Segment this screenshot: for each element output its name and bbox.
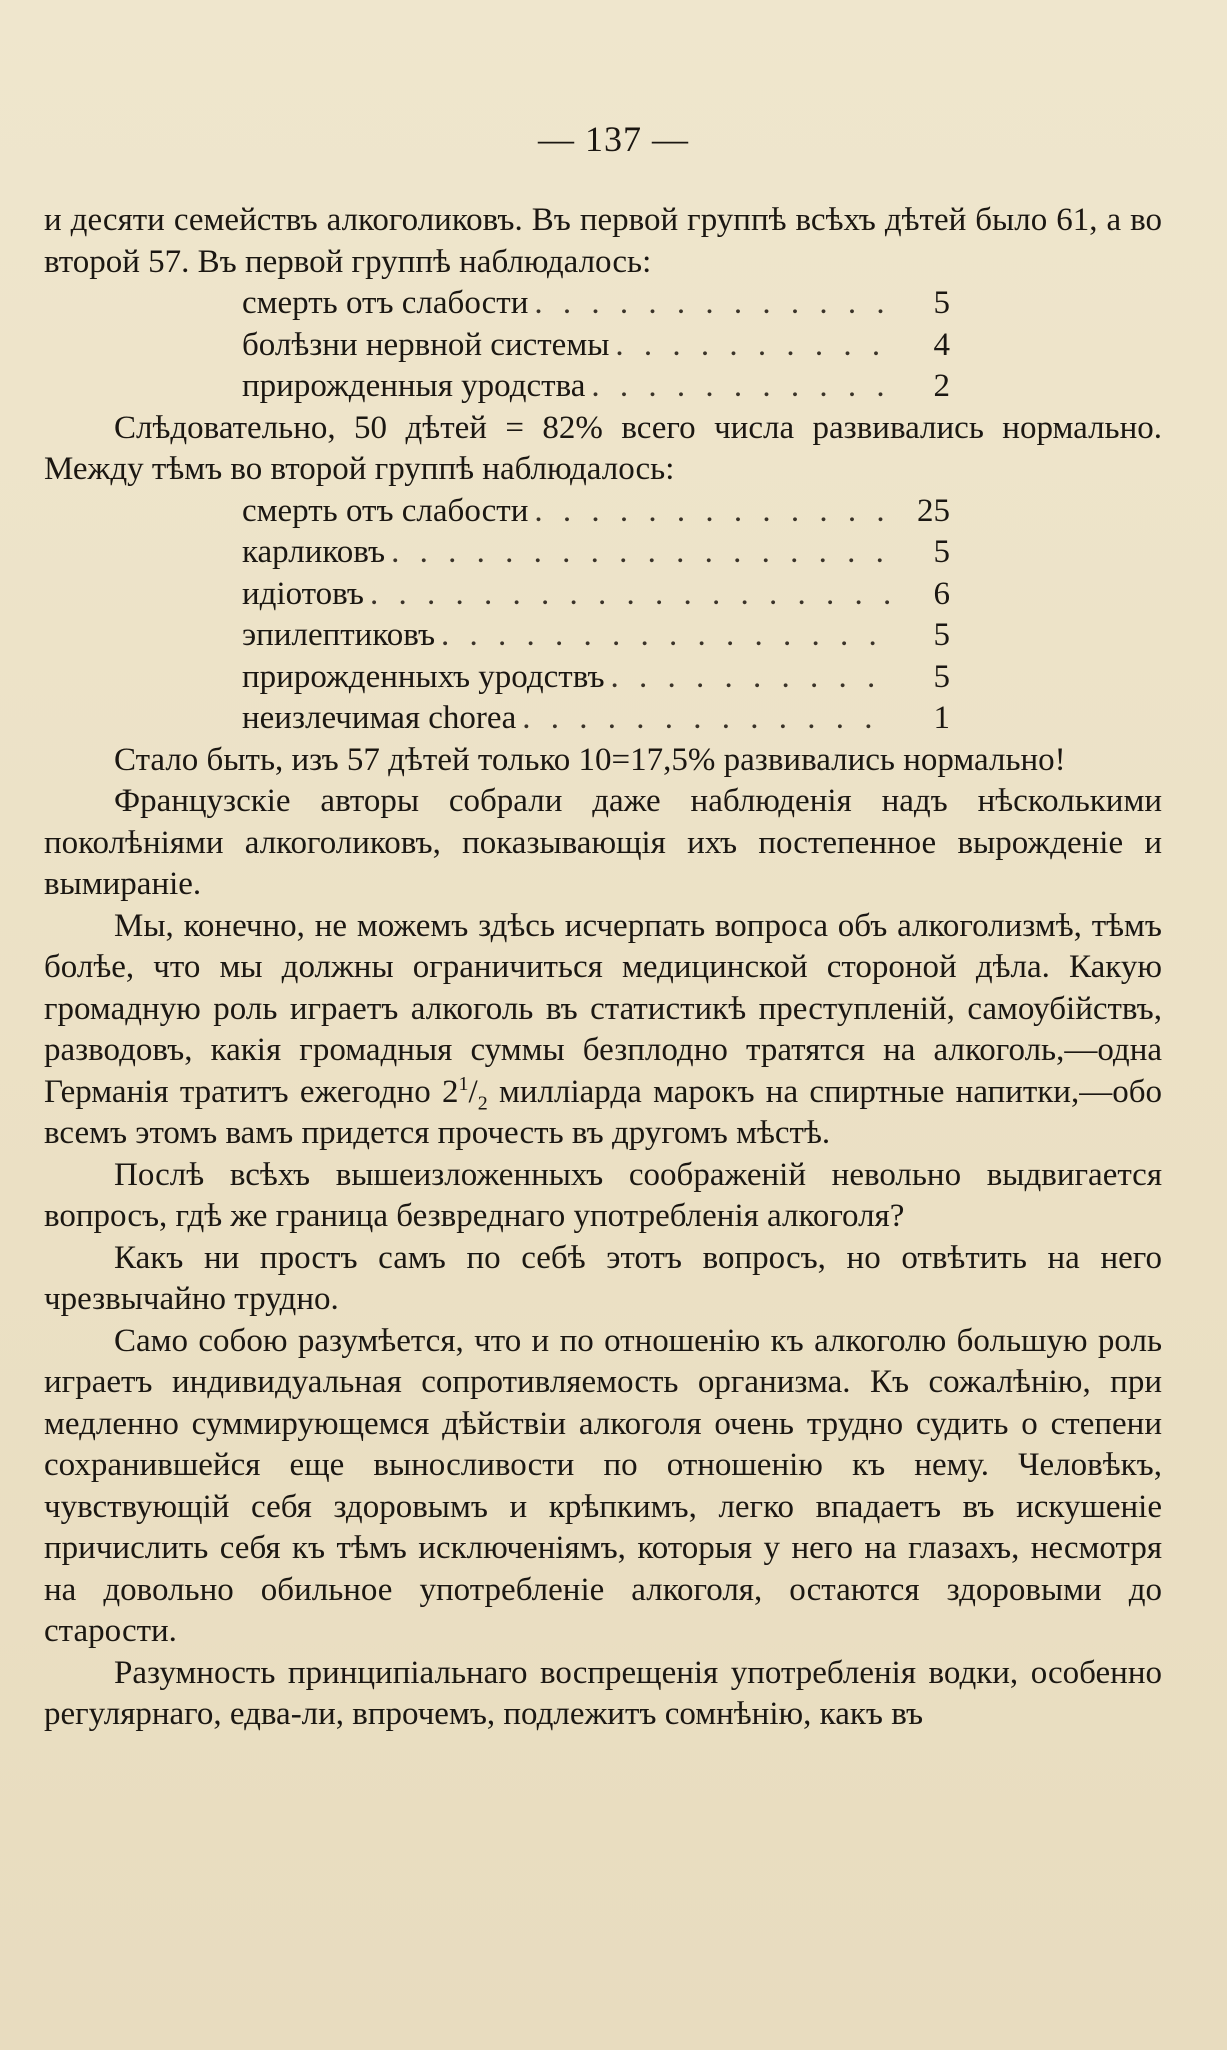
fraction-numerator: 1 xyxy=(458,1072,469,1095)
paragraph-8: Само собою разумѣется, что и по отношенію къ алкоголю большую роль играетъ индивидуальная сопротивляемость организма. Къ сожалѣнію, при медленно суммирующемся дѣйствіи алкоголя очень трудно судить о степени сохранившейся еще выносливости по отношенію къ нему. Человѣкъ, чувствующій себя здоровымъ и крѣпкимъ, легко впадаетъ въ искушеніе причислить себя къ тѣмъ исключеніямъ, которыя у него на глазахъ, несмотря на довольно обильное употребленіе алкоголя, остаются здоровыми до старости. xyxy=(44,1322,1162,1649)
list-item-label: карликовъ xyxy=(242,534,386,570)
dot-leader xyxy=(516,698,890,740)
list-item xyxy=(242,532,950,574)
paragraph-5 xyxy=(44,906,1162,1155)
page-number: — 137 — xyxy=(538,119,689,159)
dot-leader xyxy=(528,491,890,533)
list-item-label: эпилептиковъ xyxy=(242,617,436,653)
list-item-label: болѣзни нервной системы xyxy=(242,326,610,363)
list-item-label: смерть отъ слабости xyxy=(242,285,529,321)
dot-leader xyxy=(609,325,890,367)
list-item-value: 5 xyxy=(933,617,950,653)
fraction-denominator: 2 xyxy=(477,1092,488,1115)
list-item-label: прирожденныя уродства xyxy=(242,368,586,404)
list-item xyxy=(242,657,950,699)
list-item xyxy=(242,491,950,533)
dot-leader xyxy=(385,532,890,574)
paragraph-7: Какъ ни простъ самъ по себѣ этотъ вопросъ, но отвѣтить на него чрезвычайно трудно. xyxy=(44,1239,1162,1317)
list-item-value: 5 xyxy=(933,658,950,695)
dot-leader xyxy=(435,615,890,657)
paragraph-3: Стало быть, изъ 57 дѣтей только 10=17,5% развивались нормально! xyxy=(114,741,1066,778)
dot-leader xyxy=(528,283,890,325)
paragraph-6: Послѣ всѣхъ вышеизложенныхъ соображеній невольно выдвигается вопросъ, гдѣ же граница безвреднаго употребленія алкоголя? xyxy=(44,1156,1162,1234)
list-item xyxy=(242,325,950,367)
paragraph-5-part-a: Мы, конечно, не можемъ здѣсь исчерпать вопроса объ алкоголизмѣ, тѣмъ болѣе, что мы должны ограничиться медицинской стороной дѣла. Какую громадную роль играетъ алкоголь въ статистикѣ преступленій, самоубійствъ, разводовъ, какія громадныя суммы безплодно тратятся на алкоголь,—одна Германія тратитъ ежегодно xyxy=(44,907,1162,1110)
group-2-list xyxy=(44,491,1162,740)
list-item-value: 6 xyxy=(933,575,950,612)
list-item-value: 1 xyxy=(933,700,950,736)
paragraph-4: Французскіе авторы собрали даже наблюденія надъ нѣсколькими поколѣніями алкоголиковъ, показывающія ихъ постепенное вырожденіе и вымираніе. xyxy=(44,783,1162,902)
paragraph-5-part-b: милліарда марокъ на спиртные напитки,—обо всемъ этомъ вамъ придется прочесть въ другомъ мѣстѣ. xyxy=(44,1073,1163,1151)
dot-leader xyxy=(364,574,890,616)
dot-leader xyxy=(605,657,890,699)
list-item-value: 25 xyxy=(917,492,950,529)
list-item xyxy=(242,366,950,408)
list-item-label: прирожденныхъ уродствъ xyxy=(242,658,605,695)
dot-leader xyxy=(585,366,890,408)
paragraph-1: и десяти семействъ алкоголиковъ. Въ первой группѣ всѣхъ дѣтей было 61, а во второй 57. Въ первой группѣ наблюдалось: xyxy=(44,202,1162,280)
list-item xyxy=(242,283,950,325)
list-item-label: смерть отъ слабости xyxy=(242,492,529,529)
paragraph-9: Разумность принципіальнаго воспрещенія употребленія водки, особенно регулярнаго, едва-ли, впрочемъ, подлежитъ сомнѣнію, какъ въ xyxy=(44,1654,1162,1732)
list-item xyxy=(242,574,950,616)
list-item-label: идіотовъ xyxy=(242,575,364,612)
list-item-label: неизлечимая chorea xyxy=(242,700,517,736)
fraction-value: $2^1/_2$ xyxy=(442,1072,488,1115)
page-body xyxy=(44,200,1162,1736)
paragraph-2: Слѣдовательно, 50 дѣтей = 82% всего числа развивались нормально. Между тѣмъ во второй группѣ наблюдалось: xyxy=(44,409,1162,487)
list-item-value: 4 xyxy=(933,326,950,363)
list-item-value: 2 xyxy=(933,368,950,404)
group-1-list xyxy=(44,283,1162,408)
list-item xyxy=(242,698,950,740)
fraction-whole: 2 xyxy=(442,1073,459,1110)
list-item xyxy=(242,615,950,657)
list-item-value: 5 xyxy=(933,534,950,570)
list-item-value: 5 xyxy=(933,285,950,321)
